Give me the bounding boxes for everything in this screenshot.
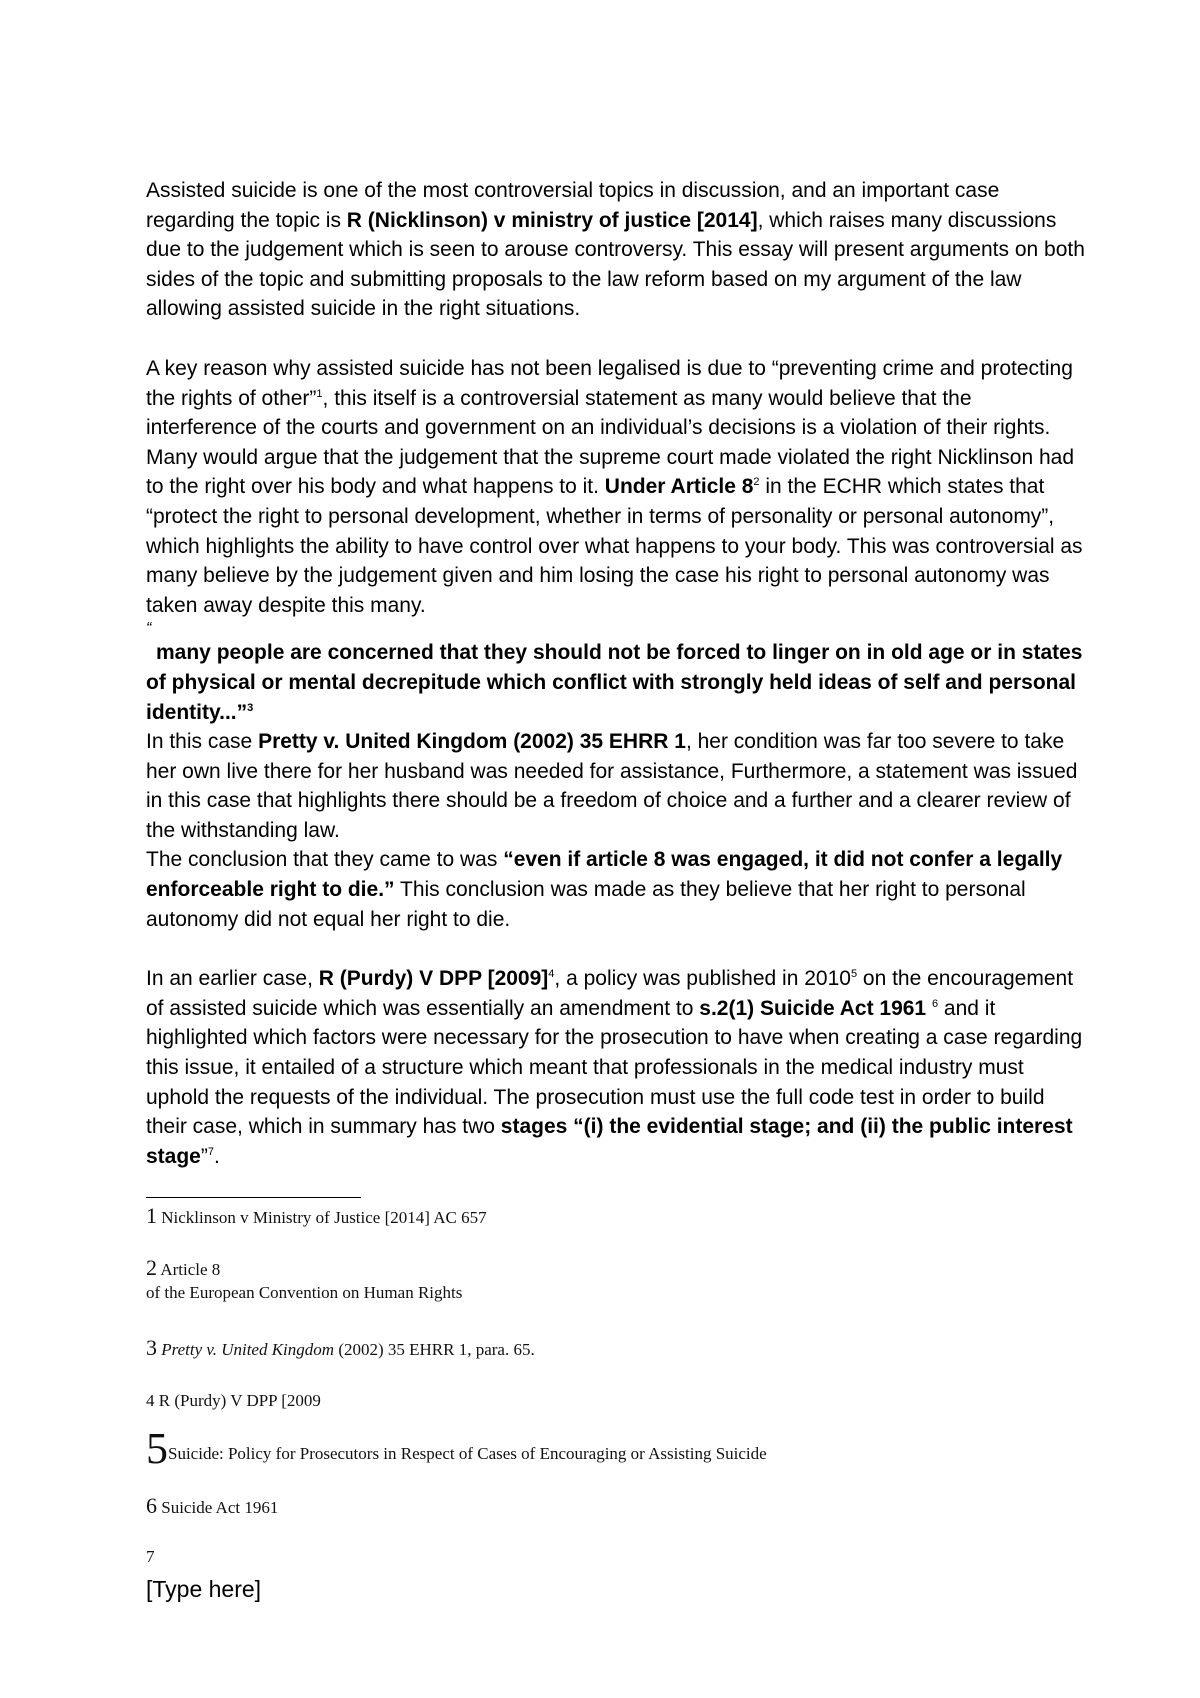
footnote-6 <box>146 1493 278 1519</box>
text-run: , which raises many discussions due to the judgement which is seen to arouse controversy. This essay will present arguments on both sides of the topic and submitting proposals to the law reform based on my argument of the law allowing assisted suicide in the right situations. <box>146 208 1085 321</box>
footnote-ref[interactable]: 6 <box>931 997 939 1010</box>
footnote-text: Nicklinson v Ministry of Justice [2014] AC 657 <box>161 1208 487 1227</box>
paragraph-intro <box>146 176 1086 324</box>
text-run: Assisted suicide is one of the most controversial topics in discussion, and an important case regarding the topic is <box>146 179 1000 232</box>
text-run: A key reason why assisted suicide has not been legalised is due to “preventing crime and protecting the rights of other” <box>146 356 1073 410</box>
text-run: in the ECHR which states that “protect the right to personal development, whether in terms of personality or personal autonomy”, which highlights the ability to have control over what happens to your body. This was controversial as many believe by the judgement given and him losing the case his right to personal autonomy was taken away despite this many. <box>146 475 1083 617</box>
essay-body <box>146 176 1086 1171</box>
footnote-ref[interactable]: 7 <box>207 1145 214 1158</box>
footer-placeholder[interactable]: [Type here] <box>146 1576 262 1602</box>
footnote-text: Article 8 <box>160 1260 221 1279</box>
bold-quote: “even if article 8 was engaged, it did not confer a legally enforceable right to die.” <box>146 848 1063 902</box>
footnote-3 <box>146 1335 535 1361</box>
text-run: , a policy was published in 2010 <box>554 967 851 991</box>
footnote-separator <box>146 1197 361 1198</box>
footnote-7 <box>146 1547 155 1567</box>
footnote-text: Suicide: Policy for Prosecutors in Respect of Cases of Encouraging or Assisting Suicide <box>168 1444 767 1463</box>
text-run: The conclusion that they came to was <box>146 848 504 872</box>
footnote-number: 2 <box>146 1255 157 1280</box>
block-quote <box>146 638 1086 727</box>
text-run: , this itself is a controversial statement as many would believe that the interference of the courts and government on an individual’s decisions is a violation of their rights. Many would argue that the judgement that the supreme court made violated the right Nicklinson had to the right over his body and what happens to it. <box>146 386 1075 499</box>
paragraph-pretty-case <box>146 727 1086 845</box>
text-run: , her condition was far too severe to take her own live there for her husband was needed for assistance, Furthermore, a statement was issued in this case that highlights there should be a freedom of choice and a further and a clearer review of the withstanding law. <box>146 730 1078 842</box>
case-citation: R (Nicklinson) v ministry of justice [2014] <box>346 208 758 232</box>
bold-quote: stages “(i) the evidential stage; and (ii) the public interest stage <box>146 1115 1073 1168</box>
quote-text: many people are concerned that they should not be forced to linger on in old age or in states of physical or mental decrepitude which conflict with strongly held ideas of self and personal identity...” <box>146 641 1083 724</box>
footnote-number: 3 <box>146 1335 157 1360</box>
footnote-ref[interactable]: 4 <box>548 968 555 981</box>
text-run: ” <box>200 1144 208 1168</box>
footnote-2 <box>146 1255 220 1281</box>
footnote-text: (2002) 35 EHRR 1, para. 65. <box>334 1340 535 1359</box>
footnote-ref[interactable]: 1 <box>316 387 323 400</box>
text-run: This conclusion was made as they believe that her right to personal autonomy did not equal her right to die. <box>146 878 1026 931</box>
footnote-text: R (Purdy) V DPP [2009 <box>158 1391 321 1410</box>
footnote-italic-text: Pretty v. United Kingdom <box>161 1340 335 1359</box>
text-run: on the encouragement of assisted suicide which was essentially an amendment to <box>146 967 1074 1020</box>
paragraph-key-reason <box>146 354 1086 620</box>
footnote-number: 7 <box>146 1547 155 1566</box>
footnote-5 <box>146 1424 767 1473</box>
footnote-ref[interactable]: 3 <box>247 701 254 714</box>
case-citation: Pretty v. United Kingdom (2002) 35 EHRR 1 <box>258 730 686 754</box>
footnote-text: Suicide Act 1961 <box>161 1498 279 1517</box>
paragraph-purdy-case <box>146 964 1086 1171</box>
article-reference: Under Article 8 <box>604 475 754 499</box>
text-run: . <box>213 1144 220 1168</box>
footnote-ref[interactable]: 5 <box>850 968 858 981</box>
statute-reference: s.2(1) Suicide Act 1961 <box>699 996 927 1020</box>
footnote-1 <box>146 1203 487 1229</box>
text-run: In an earlier case, <box>146 967 319 991</box>
case-citation: R (Purdy) V DPP [2009] <box>318 967 549 991</box>
footnote-number: 1 <box>146 1203 157 1228</box>
footnote-number: 4 <box>146 1391 155 1410</box>
footnote-2-line-2: of the European Convention on Human Rights <box>146 1283 463 1302</box>
footnote-4 <box>146 1391 321 1411</box>
footnote-ref[interactable]: 2 <box>753 476 760 489</box>
text-run: and it highlighted which factors were necessary for the prosecution to have when creating a case regarding this issue, it entailed of a structure which meant that professionals in the medical industry must uphold the requests of the individual. The prosecution must use the full code test in order to build their case, which in summary has two <box>146 996 1083 1139</box>
footnote-number: 5 <box>146 1424 168 1473</box>
text-run: In this case <box>146 730 259 754</box>
paragraph-conclusion <box>146 845 1086 934</box>
footnote-number: 6 <box>146 1493 157 1518</box>
quote-open-mark: “ <box>146 620 152 638</box>
